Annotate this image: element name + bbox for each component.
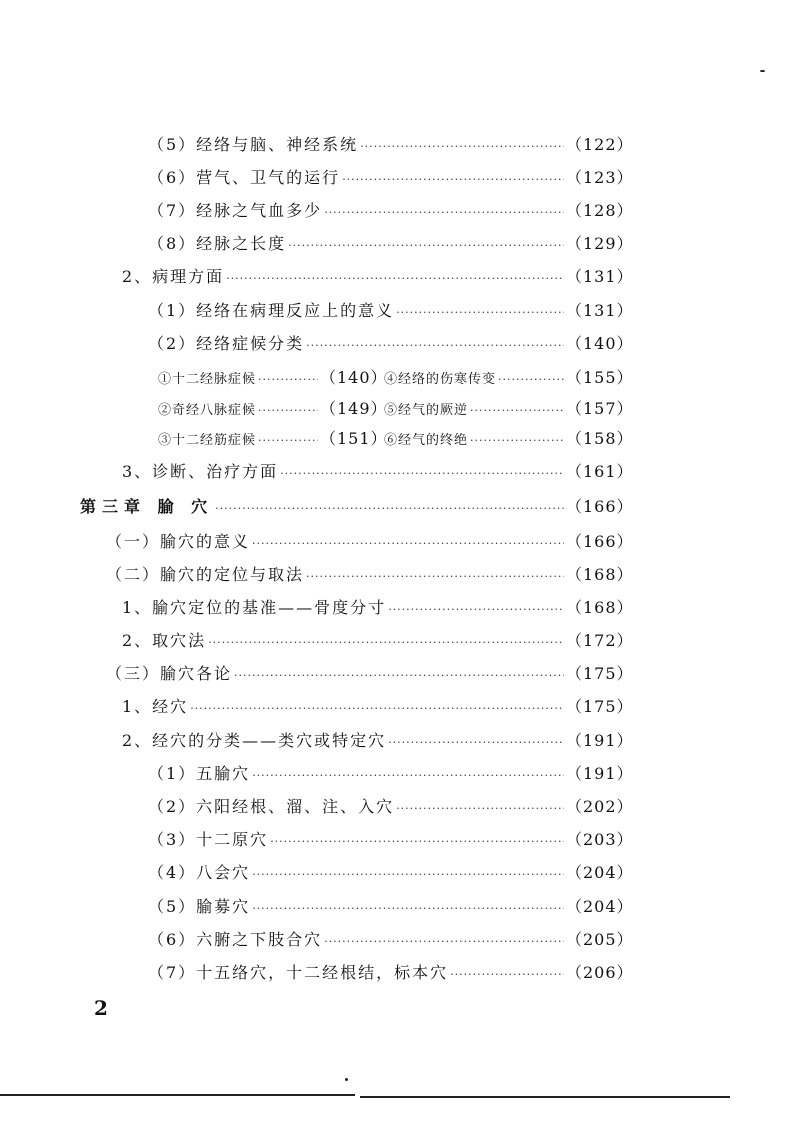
toc-entry-label: （一）腧穴的意义: [106, 532, 251, 551]
toc-entry: [158, 427, 388, 451]
leader-dots: [306, 565, 564, 589]
toc-entry-page: （168）: [566, 598, 634, 617]
toc-entry-page: （149）: [320, 399, 388, 418]
toc-entry: [148, 166, 634, 190]
toc-entry: [384, 427, 634, 451]
toc-entry-page: （151）: [320, 429, 388, 448]
toc-entry-label: （3）十二原穴: [148, 830, 269, 849]
toc-entry: [148, 332, 634, 356]
toc-entry-label: 1、腧穴定位的基准——骨度分寸: [122, 598, 387, 617]
toc-entry: [106, 530, 634, 554]
leader-dots: [234, 664, 564, 688]
leader-dots: [252, 897, 564, 921]
toc-entry: [148, 928, 634, 952]
leader-dots: [258, 429, 318, 453]
toc-entry-page: （123）: [566, 168, 634, 187]
leader-dots: [252, 764, 564, 788]
leader-dots: [498, 368, 564, 392]
leader-dots: [388, 598, 564, 622]
toc-entry: [122, 596, 634, 620]
toc-entry: [148, 895, 634, 919]
toc-entry-page: （131）: [566, 267, 634, 286]
toc-entry-label: （4）八会穴: [148, 863, 251, 882]
leader-dots: [252, 532, 564, 556]
leader-dots: [190, 697, 564, 721]
toc-entry-label: ①十二经脉症候: [158, 372, 257, 387]
toc-entry-page: （206）: [566, 963, 634, 982]
toc-entry-label: 1、经穴: [122, 697, 189, 716]
bottom-rule-right: [360, 1096, 730, 1098]
toc-entry: [384, 397, 634, 421]
leader-dots: [388, 731, 564, 755]
toc-entry-page: （172）: [566, 631, 634, 650]
toc-entry-page: （204）: [566, 863, 634, 882]
toc-entry: [122, 629, 634, 653]
leader-dots: [288, 234, 564, 258]
bottom-rule-left: [0, 1094, 355, 1096]
toc-chapter-entry: [80, 495, 634, 519]
leader-dots: [470, 399, 564, 423]
toc-entry-label: ⑤经气的厥逆: [384, 403, 469, 418]
leader-dots: [450, 963, 564, 987]
toc-entry-page: （202）: [566, 797, 634, 816]
toc-entry: [106, 662, 634, 686]
toc-entry-page: （168）: [566, 565, 634, 584]
toc-entry-page: （129）: [566, 234, 634, 253]
toc-entry-label: 2、病理方面: [122, 267, 225, 286]
toc-entry-label: 2、取穴法: [122, 631, 207, 650]
toc-entry-label: （1）五腧穴: [148, 764, 251, 783]
leader-dots: [208, 631, 564, 655]
toc-entry-page: （203）: [566, 830, 634, 849]
toc-entry-page: （166）: [566, 532, 634, 551]
scan-speck: [345, 1078, 348, 1081]
toc-entry: [384, 366, 634, 390]
leader-dots: [324, 201, 564, 225]
toc-entry: [158, 397, 388, 421]
toc-entry: [122, 265, 634, 289]
toc-entry-label: （5）腧募穴: [148, 897, 251, 916]
toc-entry-page: （161）: [566, 462, 634, 481]
toc-entry-label: 3、诊断、治疗方面: [122, 462, 279, 481]
toc-entry-label: （1）经络在病理反应上的意义: [148, 301, 395, 320]
toc-entry-page: （157）: [566, 399, 634, 418]
toc-entry-label: （三）腧穴各论: [106, 664, 233, 683]
toc-entry: [122, 460, 634, 484]
leader-dots: [258, 399, 318, 423]
toc-entry: [148, 861, 634, 885]
toc-entry-page: （158）: [566, 429, 634, 448]
toc-entry-label: ②奇经八脉症候: [158, 403, 257, 418]
toc-entry: [148, 232, 634, 256]
toc-entry: [148, 299, 634, 323]
leader-dots: [252, 863, 564, 887]
leader-dots: [360, 135, 564, 159]
toc-entry-page: （204）: [566, 897, 634, 916]
toc-entry-page: （175）: [566, 697, 634, 716]
toc-entry-page: （205）: [566, 930, 634, 949]
leader-dots: [306, 334, 564, 358]
toc-entry-page: （175）: [566, 664, 634, 683]
leader-dots: [324, 930, 564, 954]
toc-entry-page: （128）: [566, 201, 634, 220]
chapter-title: 第三章 腧 穴: [80, 497, 214, 516]
toc-entry-label: （7）经脉之气血多少: [148, 201, 323, 220]
toc-entry-label: ④经络的伤寒传变: [384, 372, 497, 387]
toc-entry-label: （6）营气、卫气的运行: [148, 168, 341, 187]
toc-entry: [148, 199, 634, 223]
leader-dots: [280, 462, 564, 486]
toc-entry-label: （6）六腑之下肢合穴: [148, 930, 323, 949]
leader-dots: [342, 168, 564, 192]
toc-entry-label: ③十二经筋症候: [158, 433, 257, 448]
scan-speck: [760, 70, 765, 72]
toc-entry-label: 2、经穴的分类——类穴或特定穴: [122, 731, 387, 750]
toc-entry-page: （191）: [566, 764, 634, 783]
toc-entry-label: （8）经脉之长度: [148, 234, 287, 253]
toc-entry-label: （7）十五络穴，十二经根结，标本穴: [148, 963, 449, 982]
toc-entry-page: （166）: [566, 497, 634, 516]
toc-entry-page: （140）: [566, 334, 634, 353]
toc-entry-page: （140）: [320, 368, 388, 387]
toc-entry: [148, 762, 634, 786]
toc-entry-page: （155）: [566, 368, 634, 387]
toc-entry-page: （131）: [566, 301, 634, 320]
leader-dots: [270, 830, 564, 854]
toc-entry: [148, 961, 634, 985]
toc-entry: [122, 695, 634, 719]
leader-dots: [258, 368, 318, 392]
toc-entry-label: （5）经络与脑、神经系统: [148, 135, 359, 154]
toc-entry: [148, 828, 634, 852]
leader-dots: [396, 797, 564, 821]
toc-entry-label: （2）经络症候分类: [148, 334, 305, 353]
toc-entry: [148, 133, 634, 157]
toc-entry-page: （191）: [566, 731, 634, 750]
toc-entry: [158, 366, 388, 390]
page-number: 2: [94, 996, 108, 1020]
toc-entry-label: （二）腧穴的定位与取法: [106, 565, 305, 584]
toc-entry: [148, 795, 634, 819]
toc-entry-page: （122）: [566, 135, 634, 154]
leader-dots: [470, 429, 564, 453]
toc-entry-label: （2）六阳经根、溜、注、入穴: [148, 797, 395, 816]
leader-dots: [226, 267, 564, 291]
leader-dots: [215, 497, 564, 521]
toc-entry: [122, 729, 634, 753]
toc-entry: [106, 563, 634, 587]
leader-dots: [396, 301, 564, 325]
toc-entry-label: ⑥经气的终绝: [384, 433, 469, 448]
